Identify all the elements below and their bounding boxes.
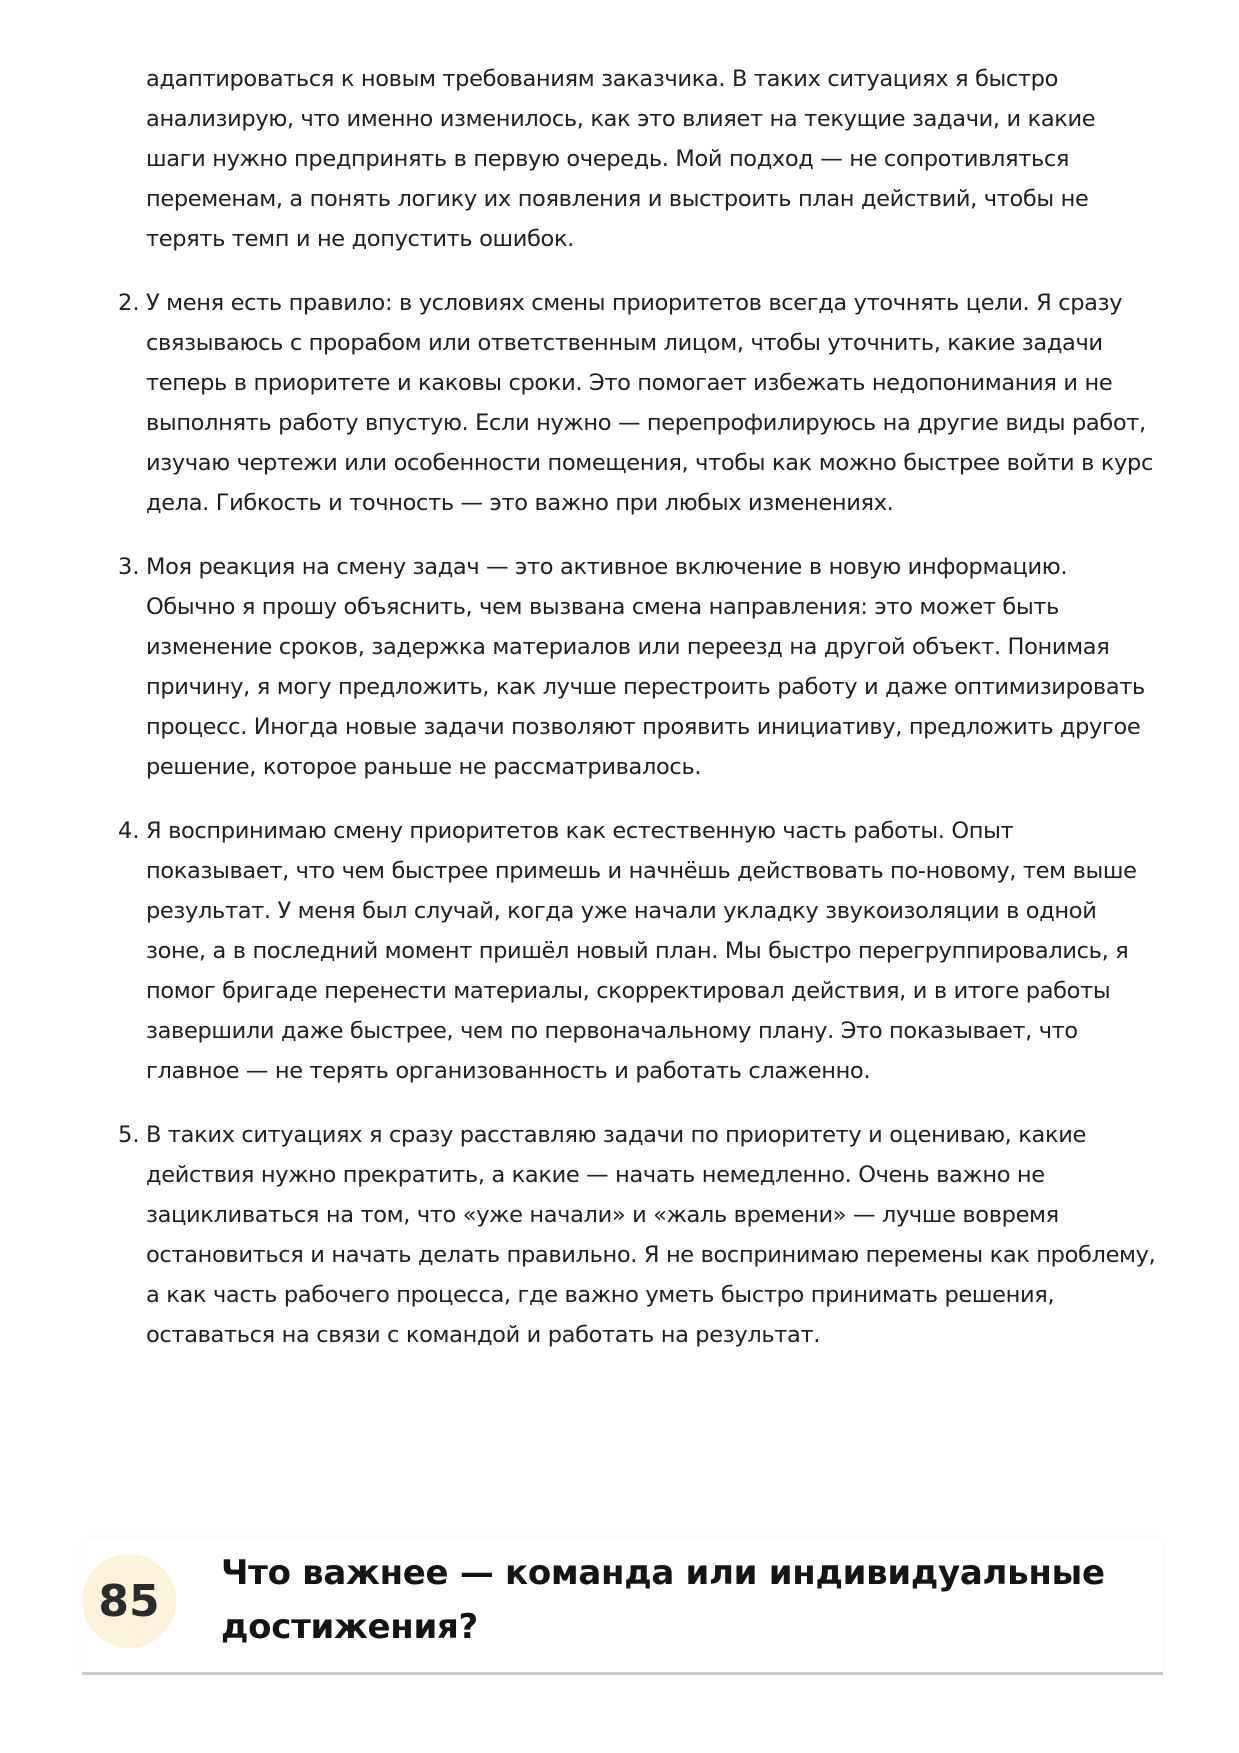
list-item-number: 4. [118,818,140,844]
list-item-text: У меня есть правило: в условиях смены приоритетов всегда уточнять цели. Я сразу связываюсь с прорабом или ответственным лицом, чтобы уточнить, какие задачи теперь в приоритете и каковы сроки. Это помогает избежать недопонимания и не выполнять работу впустую. Если нужно — перепрофилируюсь на другие виды работ, изучаю чертежи или особенности помещения, чтобы как можно быстрее войти в курс дела. Гибкость и точность — это важно при любых изменениях. [146,290,1153,516]
list-item [118,811,1156,1091]
list-item [118,283,1156,523]
answer-list [118,59,1156,1355]
list-item [118,547,1156,787]
question-title: Что важнее — команда или индивидуальные достижения? [221,1553,1105,1647]
list-item [118,1115,1156,1355]
question-header [82,1540,1163,1675]
intro-paragraph: адаптироваться к новым требованиям заказчика. В таких ситуациях я быстро анализирую, что именно изменилось, как это влияет на текущие задачи, и какие шаги нужно предпринять в первую очередь. Мой подход — не сопротивляться переменам, а понять логику их появления и выстроить план действий, чтобы не терять темп и не допустить ошибок. [146,66,1096,252]
question-number-badge: 85 [82,1554,176,1648]
list-item-number: 5. [118,1122,140,1148]
list-item-text: Я воспринимаю смену приоритетов как естественную часть работы. Опыт показывает, что чем быстрее примешь и начнёшь действовать по-новому, тем выше результат. У меня был случай, когда уже начали укладку звукоизоляции в одной зоне, а в последний момент пришёл новый план. Мы быстро перегруппировались, я помог бригаде перенести материалы, скорректировал действия, и в итоге работы завершили даже быстрее, чем по первоначальному плану. Это показывает, что главное — не терять организованность и работать слаженно. [146,818,1137,1084]
list-item-text: Моя реакция на смену задач — это активное включение в новую информацию. Обычно я прошу объяснить, чем вызвана смена направления: это может быть изменение сроков, задержка материалов или переезд на другой объект. Понимая причину, я могу предложить, как лучше перестроить работу и даже оптимизировать процесс. Иногда новые задачи позволяют проявить инициативу, предложить другое решение, которое раньше не рассматривалось. [146,554,1145,780]
numbered-list [118,283,1156,1355]
list-item-number: 3. [118,554,140,580]
list-item-text: В таких ситуациях я сразу расставляю задачи по приоритету и оцениваю, какие действия нужно прекратить, а какие — начать немедленно. Очень важно не зацикливаться на том, что «уже начали» и «жаль времени» — лучше вовремя остановиться и начать делать правильно. Я не воспринимаю перемены как проблему, а как часть рабочего процесса, где важно уметь быстро принимать решения, оставаться на связи с командой и работать на результат. [146,1122,1156,1348]
list-item-number: 2. [118,290,140,316]
